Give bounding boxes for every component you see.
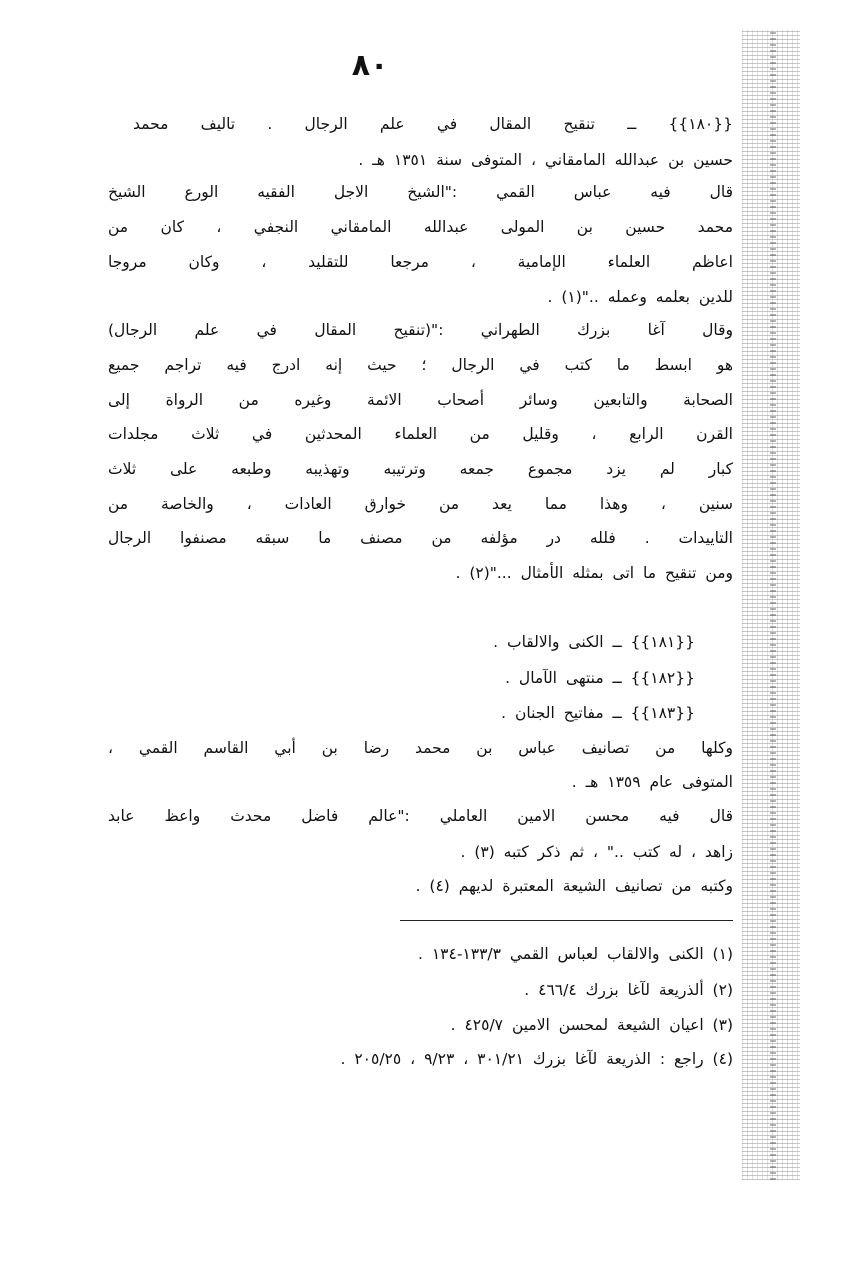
body-line: وكلها من تصانيف عباس بن محمد رضا بن أبي القاسم القمي ، <box>108 739 733 757</box>
body-line: ومن تنقيح ما اتى بمثله الأمثال ..."(٢) . <box>455 564 733 582</box>
body-line: سنين ، وهذا مما يعد من خوارق العادات ، والخاصة من <box>108 495 733 513</box>
footnote: (٣) اعيان الشيعة لمحسن الامين ٤٢٥/٧ . <box>450 1016 733 1034</box>
body-line: {{١٨٣}} ــ مفاتيح الجنان . <box>501 704 695 722</box>
footnote: (١) الكنى والالقاب لعباس القمي ١٣٣/٣-١٣٤ . <box>417 945 733 963</box>
body-line: وقال آغا بزرك الطهراني :"(تنقيح المقال في علم الرجال) <box>108 321 733 339</box>
body-line: قال فيه محسن الامين العاملي :"عالم فاضل محدث واعظ عابد <box>108 807 733 825</box>
body-line: حسين بن عبدالله المامقاني ، المتوفى سنة ١٣٥١ هـ . <box>358 151 733 169</box>
page-number: ٨٠ <box>351 48 389 83</box>
body-line: كبار لم يزد مجموع جمعه وترتيبه وتهذيبه وطبعه على ثلاث <box>108 460 733 478</box>
body-line: وكتبه من تصانيف الشيعة المعتبرة لديهم (٤) . <box>415 877 733 895</box>
body-line: المتوفى عام ١٣٥٩ هـ . <box>571 773 733 791</box>
body-line: زاهد ، له كتب .." ، ثم ذكر كتبه (٣) . <box>460 843 733 861</box>
body-line: هو ابسط ما كتب في الرجال ؛ حيث إنه ادرج فيه تراجم جميع <box>108 356 733 374</box>
body-line: {{١٨٢}} ــ منتهى الآمال . <box>505 669 695 687</box>
body-line: {{١٨٠}} ــ تنقيح المقال في علم الرجال . تاليف محمد <box>133 115 733 133</box>
body-line: للدين بعلمه وعمله .."(١) . <box>547 288 733 306</box>
footnote: (٤) راجع : الذريعة لآغا بزرك ٣٠١/٢١ ، ٩/٢٣ ، ٢٠٥/٢٥ . <box>340 1050 733 1068</box>
body-line: اعاظم العلماء الإمامية ، مرجعا للتقليد ، وكان مروجا <box>108 253 733 271</box>
body-line: القرن الرابع ، وقليل من العلماء المحدثين في ثلاث مجلدات <box>108 425 733 443</box>
scan-binding-edge-dark <box>770 30 776 1180</box>
body-line: محمد حسين بن المولى عبدالله المامقاني النجفي ، كان من <box>108 218 733 236</box>
body-line: التاييدات . فلله در مؤلفه من مصنف ما سبقه مصنفوا الرجال <box>108 529 733 547</box>
footnote: (٢) ألذريعة لآغا بزرك ٤٦٦/٤ . <box>524 981 733 999</box>
body-line: الصحابة والتابعين وسائر أصحاب الائمة وغيره من الرواة إلى <box>108 391 733 409</box>
body-line: قال فيه عباس القمي :"الشيخ الاجل الفقيه الورع الشيخ <box>108 183 733 201</box>
footnote-separator <box>400 920 733 921</box>
body-line: {{١٨١}} ــ الكنى والالقاب . <box>493 633 695 651</box>
